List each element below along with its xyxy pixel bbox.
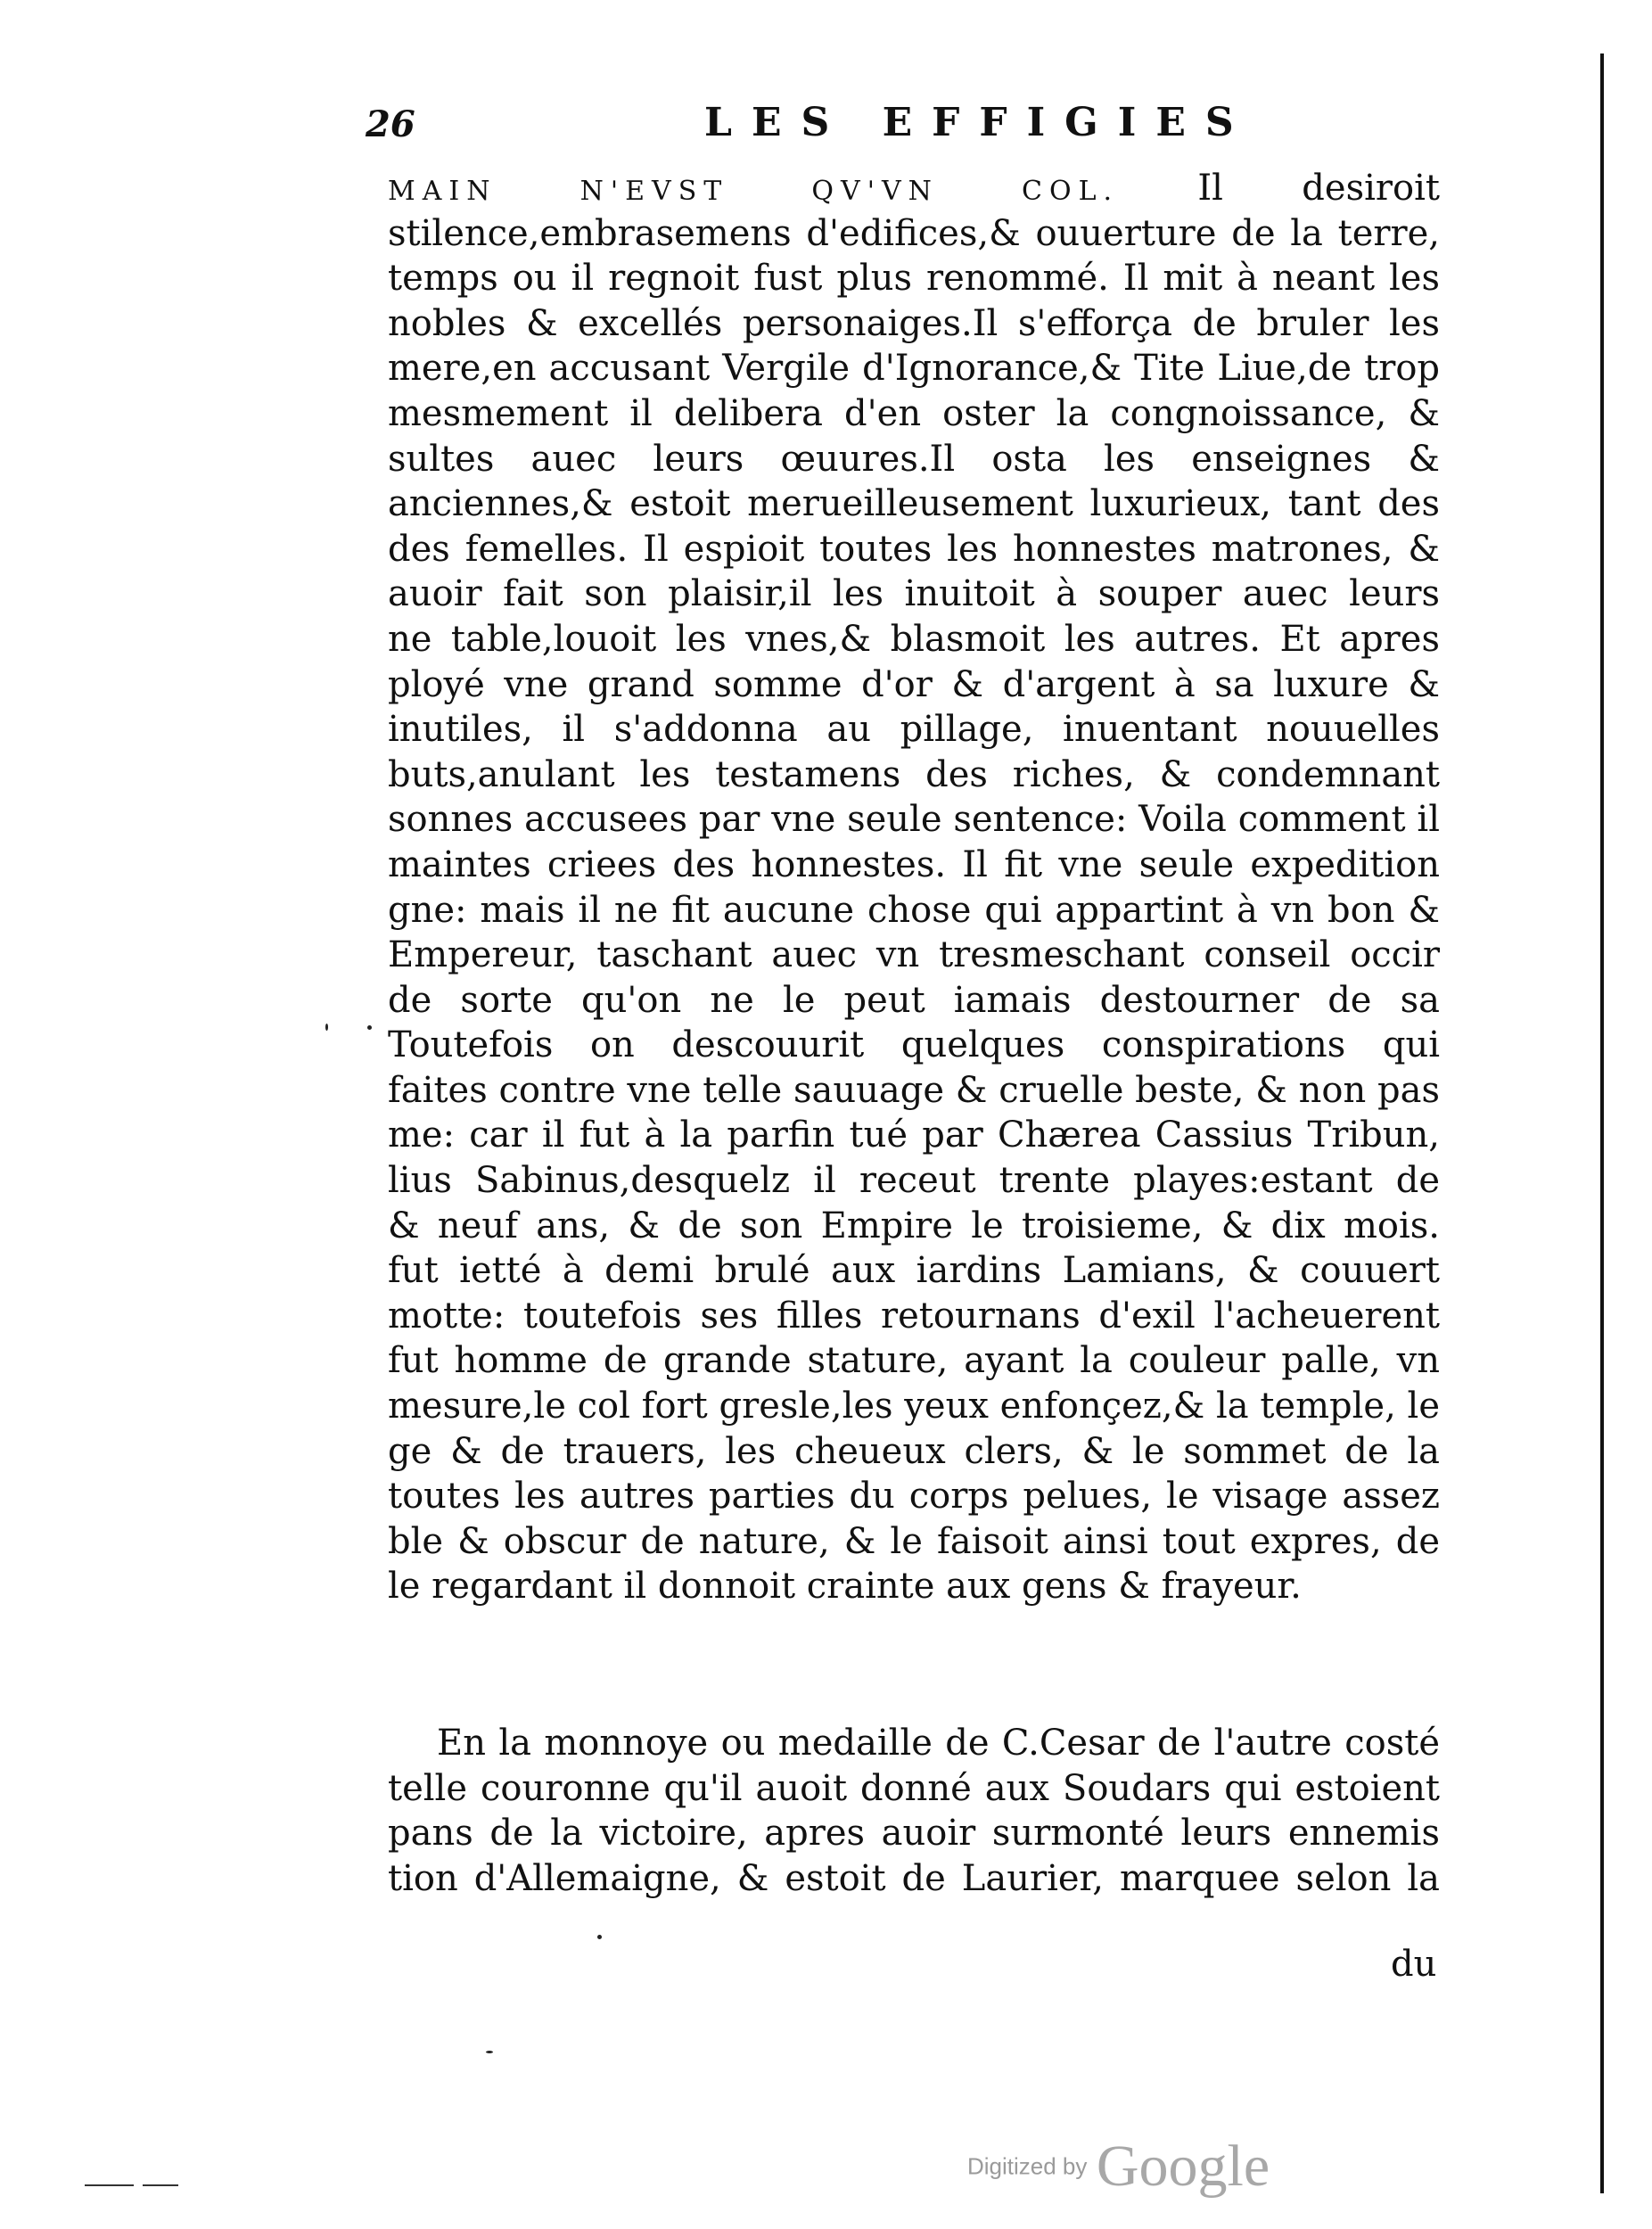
main-paragraph (388, 166, 1440, 1609)
text-line: anciennes,& estoit merueilleusement luxurieux, tant des (388, 483, 1440, 525)
text-line: mesure,le col fort gresle,les yeux enfonçez,& la temple, le (388, 1386, 1440, 1427)
text-line: ne table,louoit les vnes,& blasmoit les autres. Et apres (388, 618, 1440, 660)
speck (367, 1025, 372, 1030)
text-line: fut ietté à demi brulé aux iardins Lamians, & couuert (388, 1250, 1440, 1292)
text-line: buts,anulant les testamens des riches, & condemnant (388, 753, 1440, 795)
text-line: gne: mais il ne fit aucune chose qui appartint à vn bon & (388, 889, 1440, 931)
watermark-small-text: Digitized by (967, 2152, 1088, 2180)
text-line: fut homme de grande stature, ayant la couleur palle, vn (388, 1340, 1440, 1382)
text-line: stilence,embrasemens d'edifices,& ouuerture de la terre, (388, 212, 1440, 254)
speck (325, 1024, 328, 1031)
running-title: LES EFFIGIES (704, 100, 1253, 145)
text-line: motte: toutefois ses filles retournans d'exil l'acheuerent (388, 1295, 1440, 1337)
text-line: tion d'Allemaigne, & estoit de Laurier, marquee selon la (388, 1857, 1440, 1899)
text-line: de sorte qu'on ne le peut iamais destourner de sa (388, 979, 1440, 1021)
text-line: des femelles. Il espioit toutes les honnestes matrones, & (388, 528, 1440, 570)
page-number: 26 (366, 103, 415, 145)
text-line: auoir fait son plaisir,il les inuitoit à souper auec leurs (388, 573, 1440, 615)
text-line: ge & de trauers, les cheueux clers, & le sommet de la (388, 1430, 1440, 1472)
scan-mark (85, 2184, 134, 2186)
text-line: Empereur, taschant auec vn tresmeschant conseil occir (388, 934, 1440, 976)
text-line: & neuf ans, & de son Empire le troisieme, & dix mois. (388, 1205, 1440, 1246)
text-line: faites contre vne telle sauuage & cruelle beste, & non pas (388, 1069, 1440, 1111)
text-line: Toutefois on descouurit quelques conspirations qui (388, 1024, 1440, 1066)
digitized-by-google-watermark (967, 2133, 1270, 2199)
catchword: du (1391, 1944, 1437, 1985)
text-line: temps ou il regnoit fust plus renommé. Il mit à neant les (388, 258, 1440, 300)
text-line: telle couronne qu'il auoit donné aux Soudars qui estoient (388, 1767, 1440, 1809)
speck (597, 1935, 602, 1939)
text-line: ployé vne grand somme d'or & d'argent à sa luxure & (388, 663, 1440, 705)
text-line: lius Sabinus,desquelz il receut trente playes:estant de (388, 1160, 1440, 1202)
text-line: sonnes accusees par vne seule sentence: Voila comment il (388, 799, 1440, 841)
text-line: me: car il fut à la parfin tué par Chærea Cassius Tribun, (388, 1114, 1440, 1156)
small-caps-opening: MAIN N'EVST QV'VN COL. (388, 176, 1120, 207)
text-line-last: le regardant il donnoit crainte aux gens & frayeur. (388, 1566, 1302, 1608)
text-line: nobles & excellés personaiges.Il s'efforça de bruler les (388, 302, 1440, 344)
text-line: mere,en accusant Vergile d'Ignorance,& Tite Liue,de trop (388, 348, 1440, 390)
scan-edge-line (1600, 53, 1604, 2193)
text-line: maintes criees des honnestes. Il fit vne seule expedition (388, 843, 1440, 885)
text-line: MAIN N'EVST QV'VN COL. Il desiroit (388, 168, 1440, 209)
running-head (366, 100, 1444, 153)
text-line: mesmement il delibera d'en oster la congnoissance, & (388, 392, 1440, 434)
text-line: pans de la victoire, apres auoir surmonté leurs ennemis (388, 1813, 1440, 1855)
text-line: En la monnoye ou medaille de C.Cesar de l'autre costé (437, 1723, 1440, 1764)
text-line: toutes les autres parties du corps pelues, le visage assez (388, 1476, 1440, 1518)
text-line: ble & obscur de nature, & le faisoit ainsi tout expres, de (388, 1520, 1440, 1562)
text-line: sultes auec leurs œuures.Il osta les enseignes & (388, 438, 1440, 480)
scan-mark (143, 2184, 178, 2186)
speck (486, 2051, 493, 2053)
text-line: inutiles, il s'addonna au pillage, inuentant nouuelles (388, 709, 1440, 751)
second-paragraph (388, 1721, 1440, 1901)
google-logo: Google (1096, 2134, 1270, 2199)
